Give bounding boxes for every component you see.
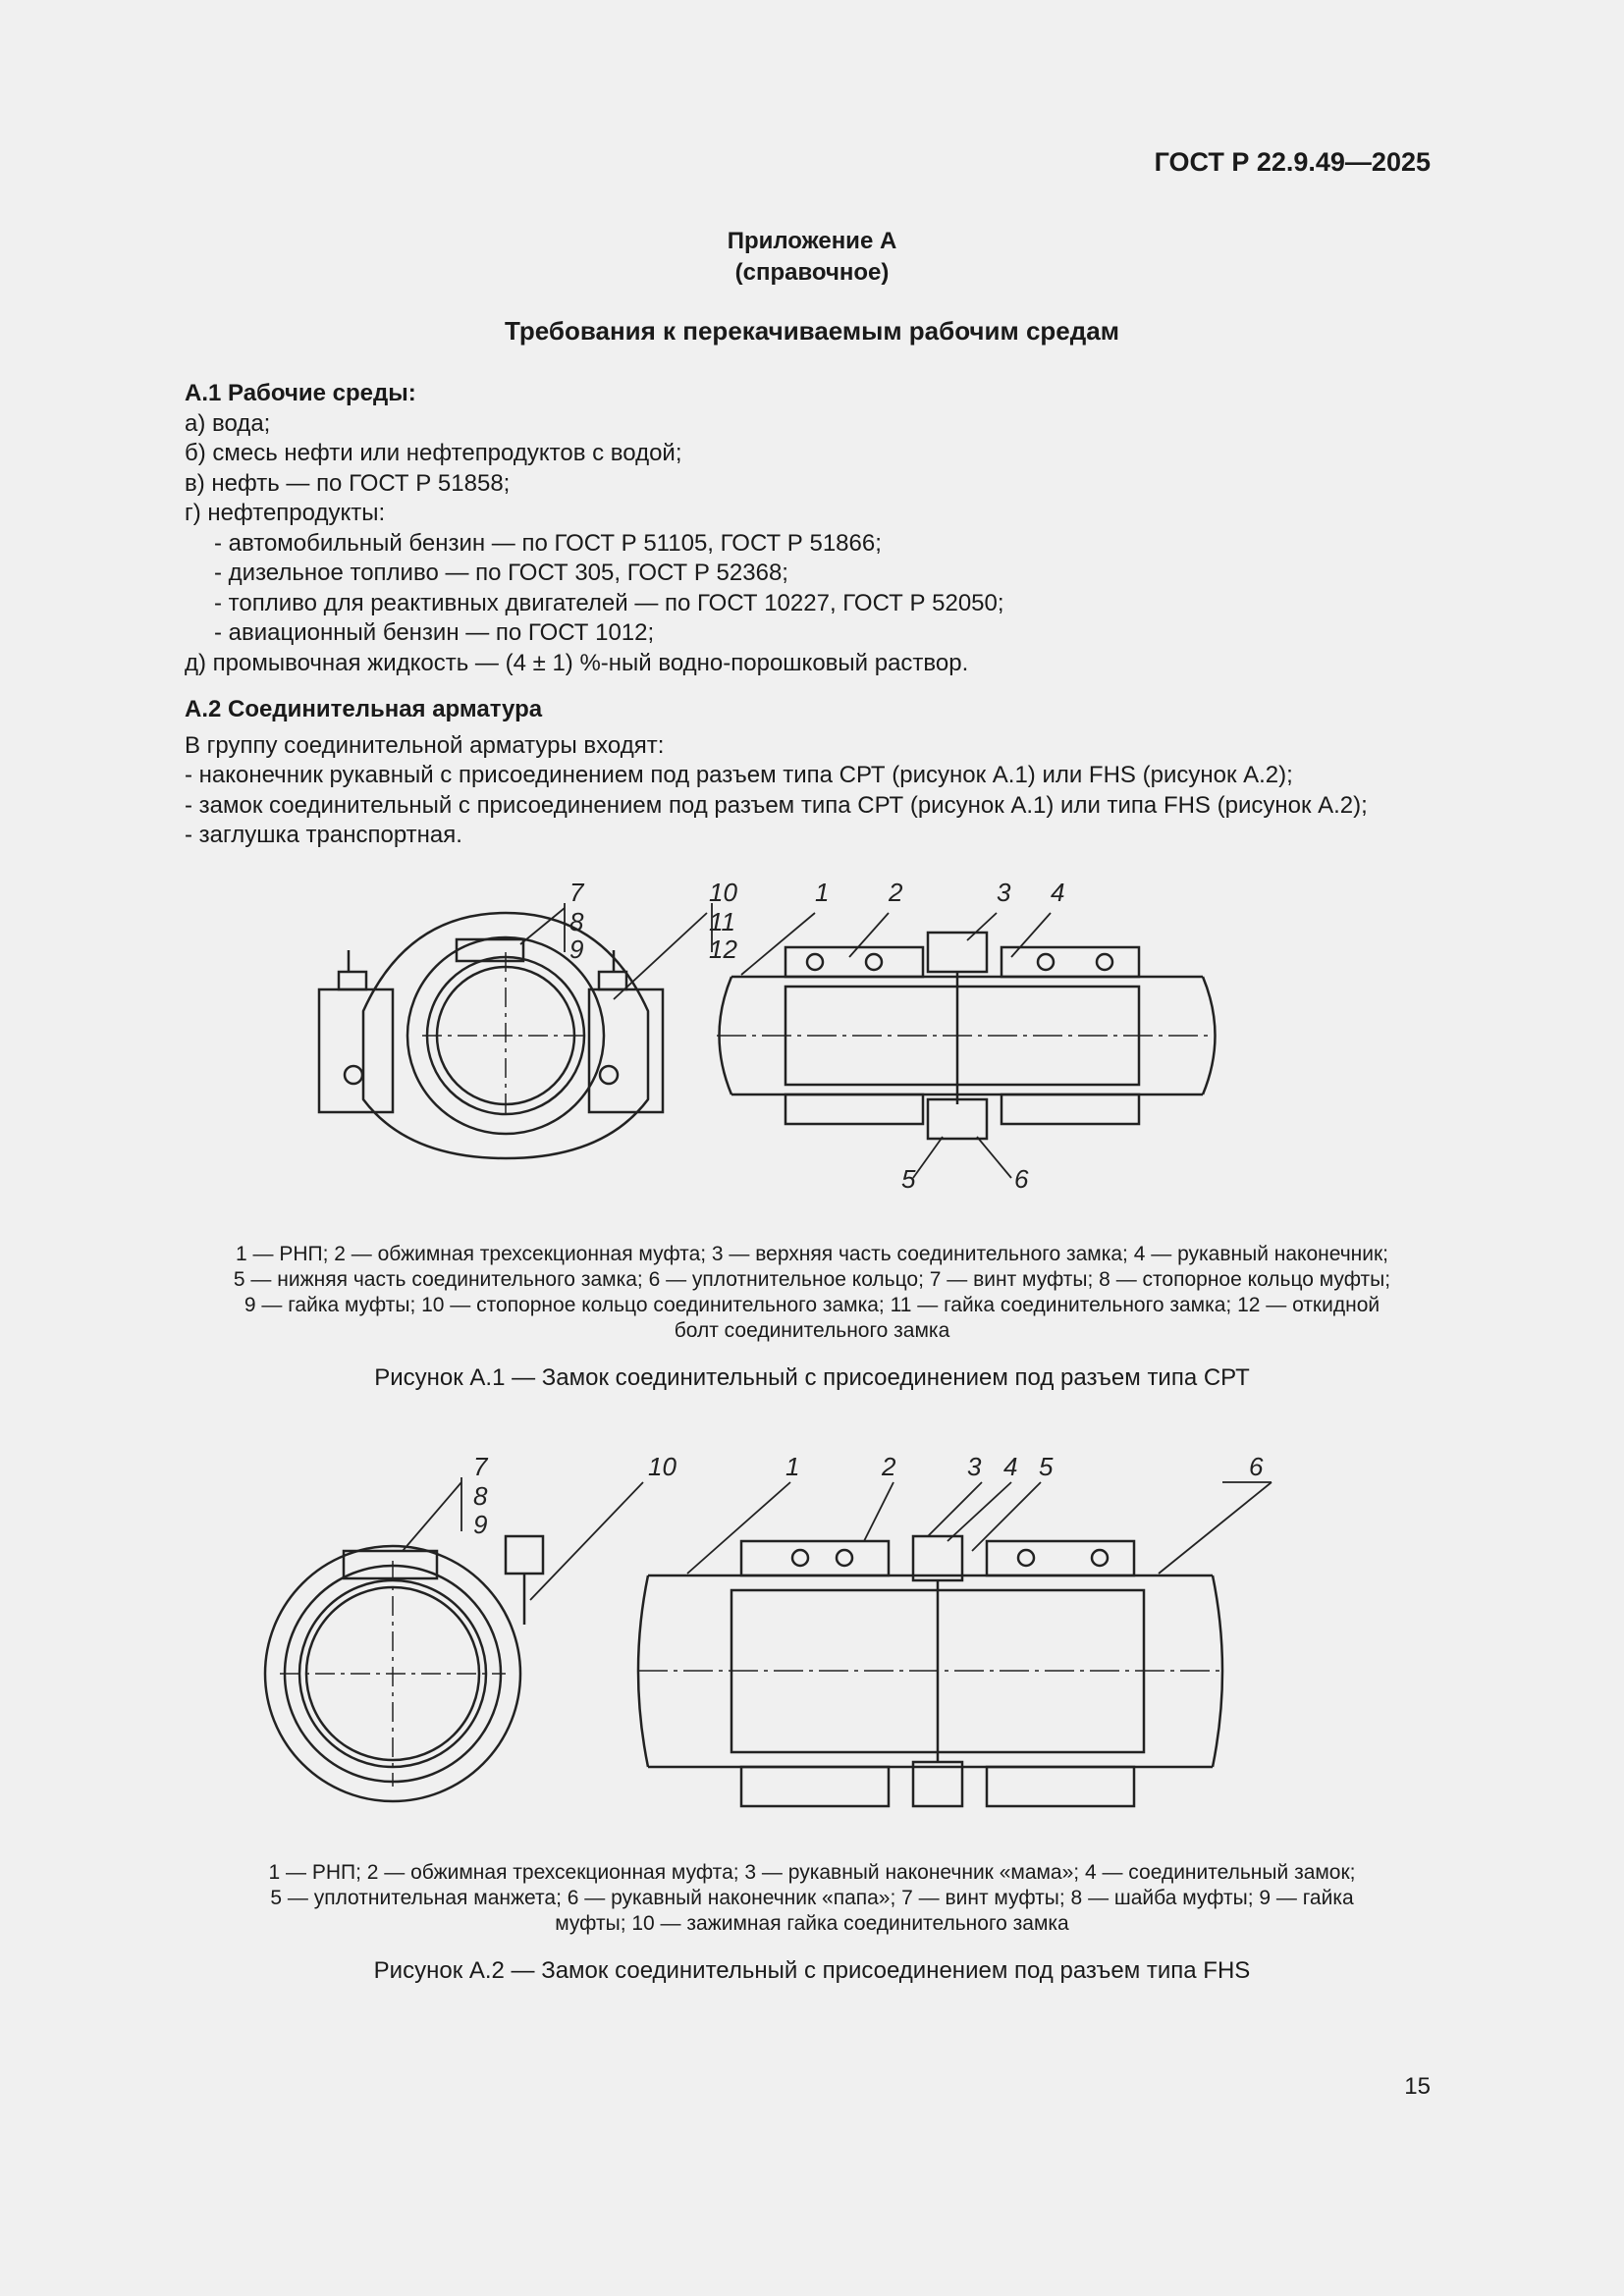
figure-a1-side-view [717, 933, 1216, 1139]
figure-a2-title: Рисунок А.2 — Замок соединительный с присоединением под разъем типа FHS [373, 1957, 1251, 1984]
figure-a1-drawing [0, 874, 1624, 1207]
callout-11: 11 [709, 907, 735, 936]
list-item: г) нефтепродукты: [185, 500, 386, 526]
callout-2: 2 [889, 878, 903, 907]
section-a2-intro: В группу соединительной арматуры входят: [185, 731, 665, 759]
callout-9: 9 [473, 1510, 488, 1539]
legend-line: 9 — гайка муфты; 10 — стопорное кольцо соединительного замка; 11 — гайка соединительного замка; 12 — откидной [244, 1294, 1380, 1316]
callout-4: 4 [1051, 878, 1065, 907]
list-item: - замок соединительный с присоединением под разъем типа СРТ (рисунок А.1) или типа FHS (рисунок А.2); [185, 791, 1368, 819]
section-a1-heading: А.1 Рабочие среды: [185, 380, 416, 406]
callout-8: 8 [569, 907, 584, 936]
section-a2-heading: А.2 Соединительная арматура [185, 696, 543, 722]
figure-a2-side-view [638, 1536, 1222, 1806]
figure-a1-legend [147, 1242, 1477, 1391]
list-subitem: - дизельное топливо — по ГОСТ 305, ГОСТ Р 52368; [214, 560, 788, 586]
list-subitem: - топливо для реактивных двигателей — по ГОСТ 10227, ГОСТ Р 52050; [214, 589, 1004, 616]
section-a2 [185, 695, 1368, 851]
callout-5: 5 [1039, 1452, 1054, 1481]
figure-a2-legend [147, 1860, 1477, 1984]
callout-12: 12 [709, 934, 737, 964]
list-item: в) нефть — по ГОСТ Р 51858; [185, 469, 511, 497]
callout-1: 1 [815, 878, 830, 907]
figure-a1-title: Рисунок А.1 — Замок соединительный с присоединением под разъем типа СРТ [374, 1364, 1250, 1391]
page-number: 15 [1404, 2073, 1431, 2100]
legend-line: 5 — уплотнительная манжета; 6 — рукавный наконечник «папа»; 7 — винт муфты; 8 — шайба муфты; 9 — гайка [270, 1887, 1354, 1909]
document-code: ГОСТ Р 22.9.49—2025 [1154, 147, 1431, 177]
main-title: Требования к перекачиваемым рабочим средам [505, 316, 1119, 346]
legend-line: 5 — нижняя часть соединительного замка; 6 — уплотнительное кольцо; 7 — винт муфты; 8 — стопорное кольцо муфты; [233, 1268, 1391, 1291]
list-subitem: - авиационный бензин — по ГОСТ 1012; [214, 619, 655, 646]
appendix-title [0, 226, 1624, 289]
section-a1 [185, 379, 1004, 678]
figure-a2-drawing [0, 1443, 1624, 1826]
appendix-label: Приложение А [727, 228, 897, 254]
callout-7: 7 [473, 1452, 488, 1481]
callout-5: 5 [901, 1164, 916, 1194]
appendix-kind: (справочное) [734, 259, 890, 286]
callout-3: 3 [967, 1452, 982, 1481]
list-item: а) вода; [185, 409, 271, 437]
callout-1: 1 [785, 1452, 800, 1481]
callout-7: 7 [569, 878, 584, 907]
callout-2: 2 [882, 1452, 896, 1481]
legend-line: муфты; 10 — зажимная гайка соединительного замка [555, 1912, 1069, 1935]
callout-10: 10 [709, 878, 737, 907]
list-item: - заглушка транспортная. [185, 822, 462, 848]
list-item: - наконечник рукавный с присоединением под разъем типа СРТ (рисунок А.1) или FHS (рисунок А.2); [185, 762, 1293, 788]
callout-6: 6 [1249, 1452, 1264, 1481]
callout-9: 9 [569, 934, 584, 964]
list-item: д) промывочная жидкость — (4 ± 1) %-ный водно-порошковый раствор. [185, 649, 969, 676]
figure-a2-end-view [265, 1536, 543, 1801]
legend-line: болт соединительного замка [674, 1319, 950, 1342]
callout-10: 10 [648, 1452, 677, 1481]
list-subitem: - автомобильный бензин — по ГОСТ Р 51105, ГОСТ Р 51866; [214, 529, 882, 557]
callout-8: 8 [473, 1481, 488, 1511]
callout-4: 4 [1003, 1452, 1018, 1481]
legend-line: 1 — РНП; 2 — обжимная трехсекционная муфта; 3 — верхняя часть соединительного замка; 4 — рукавный наконечник; [235, 1243, 1389, 1265]
legend-line: 1 — РНП; 2 — обжимная трехсекционная муфта; 3 — рукавный наконечник «мама»; 4 — соединительный замок; [268, 1861, 1356, 1884]
callout-3: 3 [997, 878, 1011, 907]
figure-a1-end-view [319, 913, 663, 1158]
callout-6: 6 [1014, 1164, 1029, 1194]
list-item: б) смесь нефти или нефтепродуктов с водой; [185, 440, 682, 466]
